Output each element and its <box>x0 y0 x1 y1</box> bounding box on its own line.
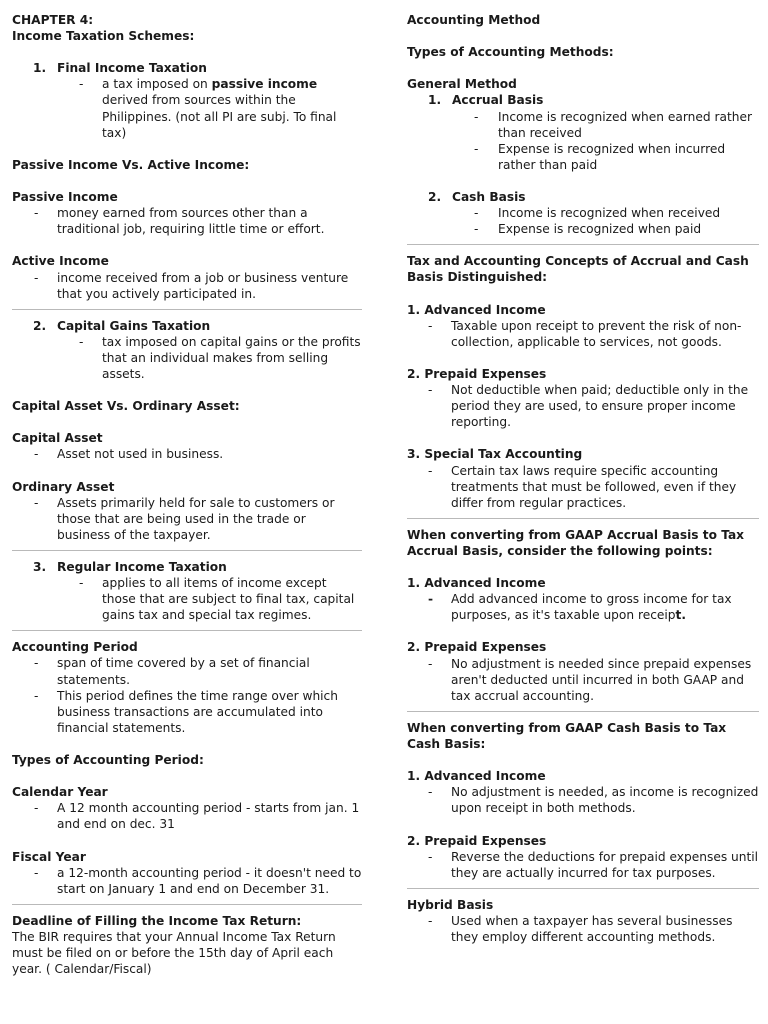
gaap-accrual-point-title: 1. Advanced Income <box>407 576 546 591</box>
final-income-text-rest: derived from sources within the Philippines. (not all PI are subj. To final tax) <box>102 93 337 140</box>
concept-desc <box>407 318 759 350</box>
general-method-heading: General Method <box>407 77 517 92</box>
chapter-label: CHAPTER 4: <box>12 13 94 27</box>
final-income-text-pre: a tax imposed on <box>102 77 212 92</box>
accrual-basis-item <box>407 92 759 108</box>
calendar-year-text: A 12 month accounting period - starts from jan. 1 and end on dec. 31 <box>57 801 360 832</box>
capital-gains-title: Capital Gains Taxation <box>57 318 211 333</box>
gaap-accrual-point <box>407 656 759 704</box>
concept-title: 2. Prepaid Expenses <box>407 366 547 381</box>
divider <box>12 630 362 631</box>
calendar-year-desc <box>12 800 362 832</box>
types-period-heading: Types of Accounting Period: <box>12 753 204 768</box>
accounting-method-heading: Accounting Method <box>407 13 541 27</box>
regular-income-text: applies to all items of income except those that are subject to final tax, capital gains tax and special tax regimes. <box>102 576 355 623</box>
dash-bullet: - <box>474 222 479 237</box>
deadline-text: The BIR requires that your Annual Income Tax Return must be filed on or before the 15th day of April each year. ( Calendar/Fiscal) <box>12 929 336 977</box>
cash-item-text: Expense is recognized when paid <box>498 222 702 237</box>
concept-title: 1. Advanced Income <box>407 302 546 317</box>
item-number: 2. <box>33 318 47 333</box>
ordinary-asset-heading: Ordinary Asset <box>12 479 115 494</box>
cash-basis-item <box>407 189 759 205</box>
dash-bullet: - <box>428 383 433 398</box>
divider <box>12 904 362 905</box>
dash-bullet: - <box>79 334 84 349</box>
concept-desc <box>407 382 759 430</box>
gaap-accrual-point-title: 2. Prepaid Expenses <box>407 640 547 655</box>
accrual-basis-title: Accrual Basis <box>452 93 544 108</box>
concepts-heading: Tax and Accounting Concepts of Accrual and Cash Basis Distinguished: <box>407 254 749 285</box>
accounting-period-text: This period defines the time range over which business transactions are accumulated into financial statements. <box>57 688 338 735</box>
dash-bullet: - <box>34 656 39 671</box>
cash-item-text: Income is recognized when received <box>498 206 721 221</box>
gaap-cash-point-title: 2. Prepaid Expenses <box>407 833 547 848</box>
gaap-accrual-point-text: No adjustment is needed since prepaid expenses aren't deducted until incurred in both GAAP and tax accrual accounting. <box>451 656 752 703</box>
active-income-desc <box>12 270 362 302</box>
types-method-heading: Types of Accounting Methods: <box>407 45 614 60</box>
ordinary-asset-desc <box>12 495 362 543</box>
accrual-item <box>407 141 759 173</box>
dash-bullet: - <box>34 206 39 221</box>
dash-bullet: - <box>34 688 39 703</box>
divider <box>12 309 362 310</box>
divider <box>12 550 362 551</box>
fiscal-year-heading: Fiscal Year <box>12 849 86 864</box>
dash-bullet: - <box>79 576 84 591</box>
dash-bullet: - <box>34 270 39 285</box>
gaap-accrual-point-bold: t. <box>675 608 687 623</box>
item-number: 3. <box>33 560 47 574</box>
dash-bullet: - <box>34 447 39 462</box>
concept-title: 3. Special Tax Accounting <box>407 447 583 462</box>
gaap-accrual-point <box>407 591 759 623</box>
cash-basis-title: Cash Basis <box>452 190 526 205</box>
divider <box>407 518 759 519</box>
capital-asset-desc <box>12 446 362 462</box>
accounting-period-item <box>12 655 362 687</box>
divider <box>407 888 759 889</box>
dash-bullet: - <box>79 77 84 92</box>
accrual-item-text: Expense is recognized when incurred rather than paid <box>498 141 726 172</box>
calendar-year-heading: Calendar Year <box>12 785 108 800</box>
divider <box>407 711 759 712</box>
dash-bullet: - <box>428 318 433 333</box>
schemes-heading: Income Taxation Schemes: <box>12 29 195 44</box>
dash-bullet: - <box>428 463 433 478</box>
dash-bullet: - <box>474 206 479 221</box>
item-number: 2. <box>428 190 442 205</box>
cash-item <box>407 221 759 237</box>
gaap-accrual-point-text: Add advanced income to gross income for tax purposes, as it's taxable upon receip <box>451 592 732 623</box>
regular-income-item <box>12 559 362 575</box>
hybrid-basis-text: Used when a taxpayer has several businesses they employ different accounting methods. <box>451 913 733 944</box>
concept-desc <box>407 463 759 511</box>
concept-text: Not deductible when paid; deductible only in the period they are used, to ensure proper income reporting. <box>451 383 749 430</box>
item-number: 1. <box>33 61 47 76</box>
active-income-text: income received from a job or business venture that you actively participated in. <box>57 270 349 301</box>
passive-vs-active-heading: Passive Income Vs. Active Income: <box>12 157 250 172</box>
concept-text: Taxable upon receipt to prevent the risk of non-collection, applicable to services, not goods. <box>451 318 742 349</box>
dash-bullet: - <box>34 865 39 880</box>
capital-gains-item <box>12 318 362 334</box>
final-income-desc <box>12 76 362 140</box>
dash-bullet: - <box>428 849 433 864</box>
capital-asset-text: Asset not used in business. <box>57 447 224 462</box>
fiscal-year-desc <box>12 865 362 897</box>
divider <box>407 244 759 245</box>
capital-gains-desc <box>12 334 362 382</box>
gaap-cash-point-text: No adjustment is needed, as income is recognized upon receipt in both methods. <box>451 785 759 816</box>
capital-asset-heading: Capital Asset <box>12 431 103 446</box>
ordinary-asset-text: Assets primarily held for sale to customers or those that are being used in the trade or business of the taxpayer. <box>57 495 335 542</box>
gaap-accrual-heading: When converting from GAAP Accrual Basis to Tax Accrual Basis, consider the following points: <box>407 527 745 558</box>
final-income-title: Final Income Taxation <box>57 61 207 76</box>
final-income-item <box>12 60 362 76</box>
accounting-period-heading: Accounting Period <box>12 640 138 655</box>
gaap-cash-point <box>407 849 759 881</box>
dash-bullet: - <box>428 592 434 607</box>
gaap-cash-point <box>407 784 759 816</box>
accounting-period-text: span of time covered by a set of financial statements. <box>57 656 310 687</box>
hybrid-basis-desc <box>407 913 759 945</box>
passive-income-desc <box>12 205 362 237</box>
deadline-heading: Deadline of Filling the Income Tax Return: <box>12 913 302 928</box>
passive-income-heading: Passive Income <box>12 190 118 205</box>
passive-income-bold: passive income <box>211 77 318 92</box>
concept-text: Certain tax laws require specific accounting treatments that must be followed, even if they differ from regular practices. <box>451 463 737 510</box>
dash-bullet: - <box>34 495 39 510</box>
passive-income-text: money earned from sources other than a traditional job, requiring little time or effort. <box>57 206 325 237</box>
dash-bullet: - <box>428 785 433 800</box>
dash-bullet: - <box>474 141 479 156</box>
capital-gains-text: tax imposed on capital gains or the profits that an individual makes from selling assets. <box>102 334 361 381</box>
capital-vs-ordinary-heading: Capital Asset Vs. Ordinary Asset: <box>12 399 240 414</box>
regular-income-desc <box>12 575 362 623</box>
regular-income-title: Regular Income Taxation <box>57 560 227 574</box>
cash-item <box>407 205 759 221</box>
gaap-cash-point-title: 1. Advanced Income <box>407 769 546 784</box>
dash-bullet: - <box>474 109 479 124</box>
gaap-cash-point-text: Reverse the deductions for prepaid expenses until they are actually incurred for tax purposes. <box>451 849 759 880</box>
fiscal-year-text: a 12-month accounting period - it doesn't need to start on January 1 and end on December 31. <box>57 865 362 896</box>
right-column <box>407 12 759 945</box>
dash-bullet: - <box>34 801 39 816</box>
active-income-heading: Active Income <box>12 254 109 269</box>
dash-bullet: - <box>428 656 433 671</box>
dash-bullet: - <box>428 913 433 928</box>
item-number: 1. <box>428 93 442 108</box>
hybrid-basis-heading: Hybrid Basis <box>407 897 494 912</box>
left-column <box>12 12 362 977</box>
accrual-item-text: Income is recognized when earned rather than received <box>498 109 752 140</box>
accounting-period-item <box>12 688 362 736</box>
gaap-cash-heading: When converting from GAAP Cash Basis to Tax Cash Basis: <box>407 720 727 751</box>
accrual-item <box>407 109 759 141</box>
